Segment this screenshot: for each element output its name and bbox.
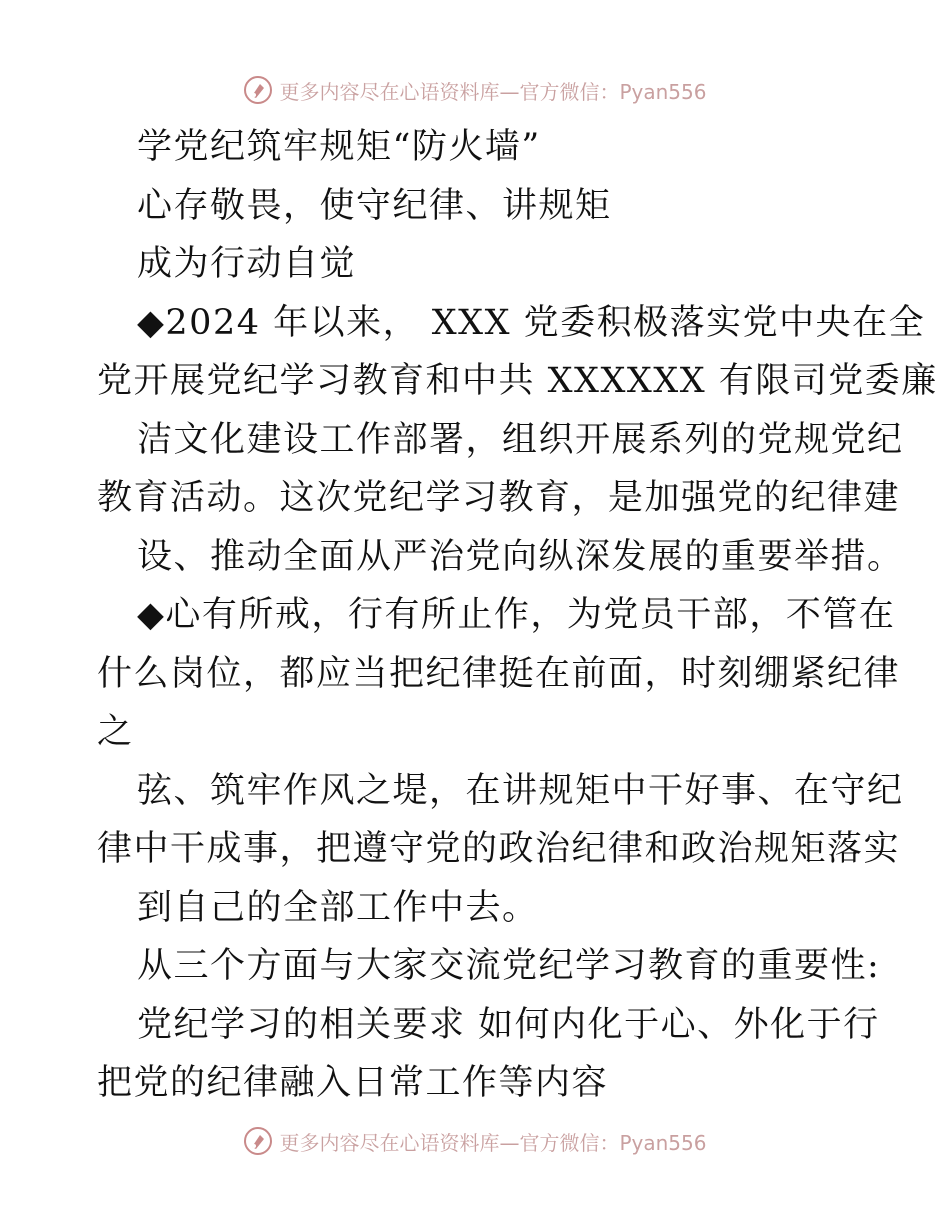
text-line: 从三个方面与大家交流党纪学习教育的重要性: [137, 946, 881, 986]
pen-nib-logo-icon [243, 75, 273, 105]
text-line: ◆2024 年以来， XXX 党委积极落实党中央在全 [137, 302, 926, 343]
text-line: 教育活动。这次党纪学习教育，是加强党的纪律建 [97, 478, 901, 518]
document-body [97, 118, 938, 1113]
text-line: ◆心有所戒，行有所止作，为党员干部，不管在 [137, 595, 896, 635]
text-line: 设、推动全面从严治党向纵深发展的重要举措。 [137, 536, 904, 577]
footer-watermark [0, 1121, 950, 1161]
text-line: 党纪学习的相关要求 如何内化于心、外化于行 [137, 1004, 880, 1045]
header-watermark [0, 70, 950, 110]
watermark-text: 更多内容尽在心语资料库—官方微信：Pyan556 [279, 79, 707, 104]
pen-nib-logo-icon [243, 1126, 273, 1156]
text-line: 学党纪筑牢规矩“防火墙” [137, 127, 541, 167]
text-line: 洁文化建设工作部署，组织开展系列的党规党纪 [137, 419, 904, 460]
text-line: 什么岗位，都应当把纪律挺在前面，时刻绷紧纪律 [97, 653, 901, 694]
text-line: 到自己的全部工作中去。 [137, 887, 539, 928]
text-line: 成为行动自觉 [137, 244, 357, 284]
text-line: 党开展党纪学习教育和中共 XXXXXX 有限司党委廉 [97, 361, 938, 401]
text-line: 弦、筑牢作风之堤，在讲规矩中干好事、在守纪 [137, 770, 904, 811]
text-line: 律中干成事，把遵守党的政治纪律和政治规矩落实 [97, 829, 901, 869]
text-line: 把党的纪律融入日常工作等内容 [97, 1063, 609, 1103]
text-line: 之 [97, 712, 134, 752]
text-line: 心存敬畏，使守纪律、讲规矩 [137, 185, 612, 226]
watermark-text: 更多内容尽在心语资料库—官方微信：Pyan556 [279, 1130, 707, 1155]
